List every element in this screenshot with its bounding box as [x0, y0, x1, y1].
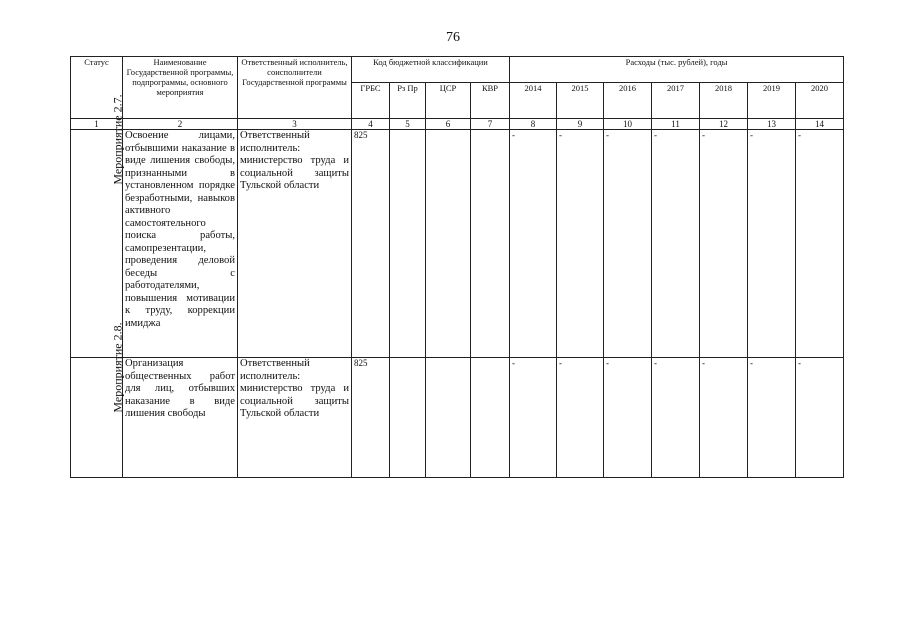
column-number: 11: [652, 119, 700, 130]
row-value: -: [796, 130, 844, 358]
row-value: -: [796, 358, 844, 478]
header-year: 2019: [748, 83, 796, 119]
row-kvr: [471, 130, 510, 358]
row-value: -: [748, 358, 796, 478]
column-number: 14: [796, 119, 844, 130]
row-csr: [426, 130, 471, 358]
header-rzpr: Рз Пр: [390, 83, 426, 119]
column-number: 9: [557, 119, 604, 130]
budget-table: [70, 56, 844, 478]
status-cell: [71, 322, 125, 478]
header-year: 2015: [557, 83, 604, 119]
row-grbs: 825: [352, 130, 390, 358]
row-grbs: 825: [352, 358, 390, 478]
header-expenses: Расходы (тыс. рублей), годы: [510, 57, 844, 83]
row-responsible: Ответственный исполнитель: министерство труда и социальной защиты Тульской области: [238, 358, 352, 478]
row-value: -: [510, 130, 557, 358]
row-status: Мероприятие 2.8.: [110, 322, 125, 413]
row-value: -: [700, 130, 748, 358]
header-year: 2016: [604, 83, 652, 119]
header-year: 2020: [796, 83, 844, 119]
header-name: Наименование Государственной программы, подпрограммы, основного мероприятия: [123, 57, 238, 119]
header-status: Статус: [71, 57, 123, 119]
column-number: 5: [390, 119, 426, 130]
header-year: 2018: [700, 83, 748, 119]
row-name: Освоение лицами, отбывшими наказание в виде лишения свободы, признанными в установленном порядке безработными, навыков активного самостоятельного поиска работы, самопрезентации, проведения деловой беседы с работодателями, повышения мотивации к труду, коррекции имиджа: [123, 130, 238, 358]
table-row: [71, 130, 844, 358]
row-status: Мероприятие 2.7.: [110, 94, 125, 185]
header-grbs: ГРБС: [352, 83, 390, 119]
table-row: [71, 358, 844, 478]
header-kvr: КВР: [471, 83, 510, 119]
row-value: -: [557, 358, 604, 478]
page-number: 76: [446, 30, 460, 45]
column-number: 2: [123, 119, 238, 130]
row-value: -: [748, 130, 796, 358]
row-value: -: [604, 358, 652, 478]
row-value: -: [557, 130, 604, 358]
header-year: 2017: [652, 83, 700, 119]
row-value: -: [510, 358, 557, 478]
row-kvr: [471, 358, 510, 478]
column-number: 4: [352, 119, 390, 130]
column-number: 1: [71, 119, 123, 130]
row-rzpr: [390, 130, 426, 358]
row-responsible: Ответственный исполнитель: министерство труда и социальной защиты Тульской области: [238, 130, 352, 358]
header-budget-code: Код бюджетной классификации: [352, 57, 510, 83]
row-value: -: [604, 130, 652, 358]
row-name: Организация общественных работ для лиц, отбывших наказание в виде лишения свободы: [123, 358, 238, 478]
header-year: 2014: [510, 83, 557, 119]
row-value: -: [652, 130, 700, 358]
column-number: 8: [510, 119, 557, 130]
row-value: -: [700, 358, 748, 478]
row-csr: [426, 358, 471, 478]
header-responsible: Ответственный исполнитель, соисполнители Государственной программы: [238, 57, 352, 119]
header-csr: ЦСР: [426, 83, 471, 119]
column-number: 3: [238, 119, 352, 130]
column-number: 13: [748, 119, 796, 130]
column-number: 7: [471, 119, 510, 130]
column-number: 6: [426, 119, 471, 130]
row-value: -: [652, 358, 700, 478]
column-number: 12: [700, 119, 748, 130]
row-rzpr: [390, 358, 426, 478]
column-number: 10: [604, 119, 652, 130]
